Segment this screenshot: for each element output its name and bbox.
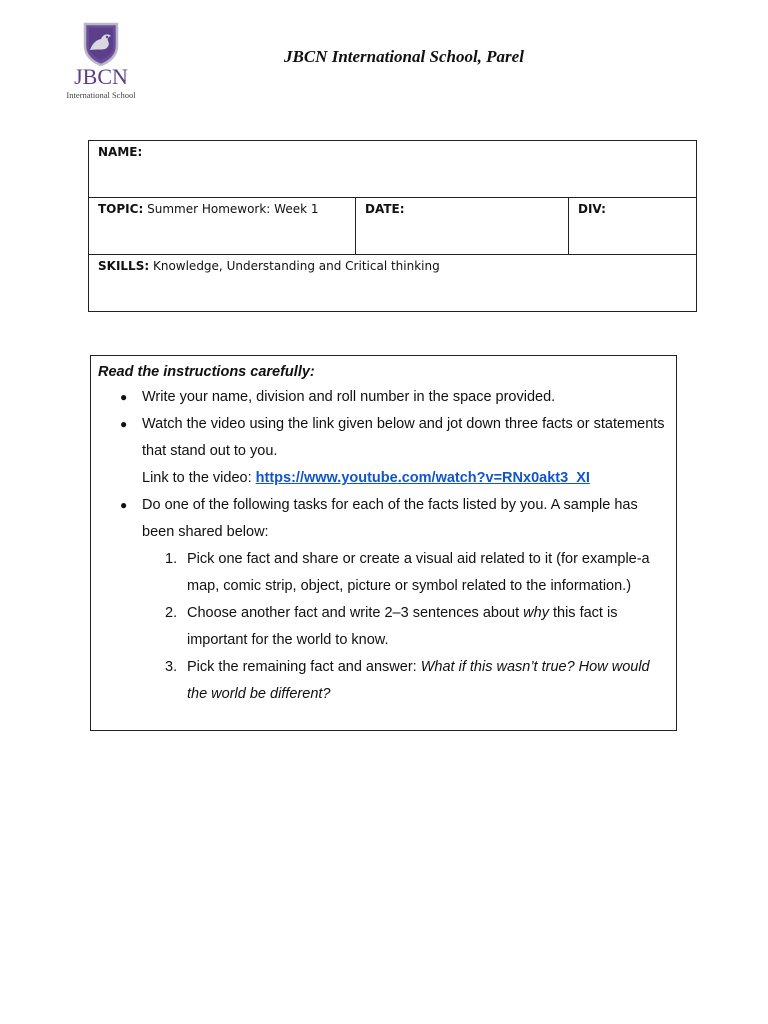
instruction-item [120, 411, 669, 492]
skills-row [89, 255, 697, 312]
student-info-table [88, 140, 697, 312]
page-title: JBCN International School, Parel [284, 47, 524, 66]
link-prefix: Link to the video: [142, 470, 256, 486]
instructions-box [90, 355, 677, 731]
instructions-list [98, 384, 669, 708]
name-label: NAME: [98, 145, 143, 159]
topic-label: TOPIC: [98, 202, 144, 216]
topic-cell [89, 198, 356, 255]
task-number: 2. [165, 605, 178, 621]
task-item [165, 546, 669, 600]
task-number: 1. [165, 551, 178, 567]
instruction-text: Write your name, division and roll number in the space provided. [142, 389, 556, 405]
instructions-heading: Read the instructions carefully: [98, 364, 315, 380]
task-text: Pick the remaining fact and answer: [187, 659, 421, 675]
school-crest-icon [81, 22, 121, 66]
bullet-dot: ● [120, 390, 128, 404]
tasks-list [142, 546, 669, 708]
topic-row [89, 198, 697, 255]
instruction-item [120, 492, 669, 708]
div-label: DIV: [578, 202, 606, 216]
instruction-text: Do one of the following tasks for each of the facts listed by you. A sample has been shared below: [142, 497, 638, 540]
skills-cell [89, 255, 697, 312]
task-item [165, 600, 669, 654]
name-field[interactable] [89, 141, 697, 198]
bullet-dot: ● [120, 417, 128, 431]
logo-subtext: International School [66, 90, 136, 100]
skills-value: Knowledge, Understanding and Critical thinking [152, 259, 440, 273]
skills-label: SKILLS: [98, 259, 150, 273]
task-text: this fact is important for the world to know. [187, 605, 618, 648]
instruction-item [120, 384, 669, 411]
logo-wordmark: JBCN [74, 64, 128, 89]
task-emphasis: why [523, 605, 549, 621]
bullet-dot: ● [120, 498, 128, 512]
video-link[interactable]: https://www.youtube.com/watch?v=RNx0akt3_XI [255, 470, 590, 486]
task-emphasis: What if this wasn’t true? How would the world be different? [187, 659, 650, 702]
topic-value: Summer Homework: Week 1 [147, 202, 319, 216]
school-logo [58, 22, 144, 102]
instruction-text: Watch the video using the link given below and jot down three facts or statements that stand out to you. [142, 416, 665, 459]
task-item [165, 654, 669, 708]
task-number: 3. [165, 659, 178, 675]
date-label: DATE: [365, 202, 405, 216]
div-field[interactable] [569, 198, 697, 255]
name-row [89, 141, 697, 198]
task-text: Choose another fact and write 2–3 sentences about [187, 605, 524, 621]
task-text: Pick one fact and share or create a visual aid related to it (for example-a map, comic strip, object, picture or symbol related to the information.) [187, 551, 650, 594]
date-field[interactable] [356, 198, 569, 255]
